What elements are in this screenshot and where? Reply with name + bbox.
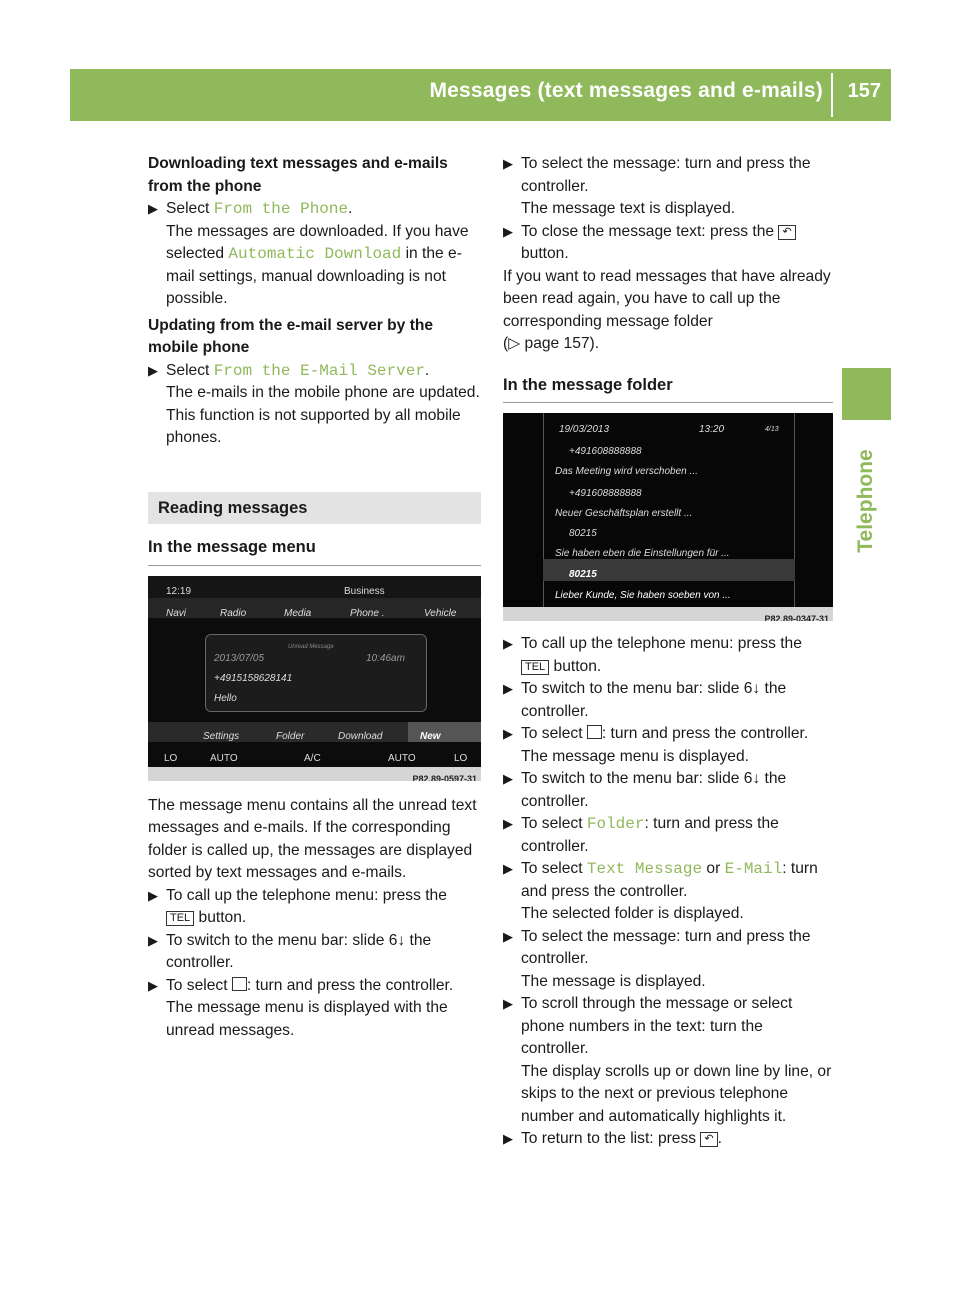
step-return-list: ▶ To return to the list: press ↶ . — [503, 1128, 833, 1151]
figure-code: P82.89-0347-31 — [764, 614, 829, 621]
page-reference: (▷ page 157). — [503, 335, 600, 352]
arrow-icon: ▶ — [503, 996, 513, 1011]
arrow-icon: ▶ — [503, 928, 513, 944]
page-header — [70, 69, 891, 121]
arrow-icon: ▶ — [503, 223, 513, 239]
step-select-type: ▶ To select Text Message or E-Mail: turn and press the controller. — [503, 860, 818, 900]
step-call-telephone-menu-2: ▶ To call up the telephone menu: press the TEL button. — [503, 635, 802, 675]
heading-downloading: Downloading text messages and e-mails from the phone — [148, 155, 448, 195]
arrow-icon: ▶ — [503, 636, 513, 651]
back-button-icon: ↶ — [778, 225, 795, 240]
result-message-displayed: The message is displayed. — [521, 972, 706, 990]
back-button-icon: ↶ — [700, 1132, 717, 1147]
figure-message-menu: 12:19 Business Navi Radio Media Phone . Vehicle Unread Message 2013/07/05 10:46am +4915158628141 Hello Settings Folder Download New LO AUTO A/C AUTO LO P82.89-0597-31 — [148, 576, 481, 781]
arrow-icon: ▶ — [148, 201, 158, 216]
arrow-icon: ▶ — [148, 362, 158, 378]
arrow-icon: ▶ — [503, 1131, 513, 1146]
result-folder-displayed: The selected folder is displayed. — [521, 905, 744, 922]
result-downloaded: The messages are downloaded. If you have selected Automatic Download in the e-mail settings, manual downloading is not possible. — [166, 222, 469, 307]
result-updated: The e-mails in the mobile phone are updated. — [166, 384, 480, 401]
result-message-text: The message text is displayed. — [521, 200, 736, 217]
arrow-icon: ▶ — [503, 681, 513, 696]
note-not-supported: This function is not supported by all mobile phones. — [166, 406, 461, 446]
subsection-message-folder: In the message folder — [503, 368, 833, 404]
arrow-icon: ▶ — [148, 887, 158, 903]
step-close-message: ▶ To close the message text: press the ↶ button. — [503, 221, 833, 266]
figure-message-folder: 19/03/2013 13:20 4/13 +491608888888 Das Meeting wird verschoben ... +491608888888 Neuer Geschäftsplan erstellt ... 80215 Sie haben eben die Einstellungen für ... 80215 Lieber Kunde, Sie haben soeben von ... P82.89-0347-31 — [503, 413, 833, 621]
step-select-envelope: ▶ To select : turn and press the controller. — [148, 975, 481, 998]
step-select-from-server: ▶ Select From the E-Mail Server. — [148, 360, 481, 383]
arrow-icon: ▶ — [503, 861, 513, 876]
result-scroll: The display scrolls up or down line by line, or skips to the next or previous telephone number and automatically highlights it. — [521, 1062, 832, 1125]
subsection-message-menu: In the message menu — [148, 530, 481, 566]
page-number: 157 — [847, 80, 881, 102]
tel-button-icon: TEL — [521, 660, 549, 675]
result-menu-unread: The message menu is displayed with the unread messages. — [166, 999, 448, 1039]
left-column — [148, 153, 481, 1042]
arrow-icon: ▶ — [503, 156, 513, 171]
envelope-icon — [232, 977, 247, 991]
step-select-message: ▶ To select the message: turn and press the controller. — [503, 155, 811, 195]
chapter-label: Telephone — [854, 449, 877, 553]
step-select-from-phone: ▶ Select From the Phone. — [148, 198, 481, 221]
arrow-icon: ▶ — [503, 771, 513, 786]
result-menu-displayed: The message menu is displayed. — [521, 747, 749, 765]
tel-button-icon: TEL — [166, 911, 194, 926]
step-select-message-2: ▶ To select the message: turn and press the controller. — [503, 927, 811, 967]
chapter-tab — [842, 368, 891, 420]
right-column — [503, 153, 833, 1151]
step-select-folder: ▶ To select Folder: turn and press the controller. — [503, 815, 779, 855]
envelope-icon — [587, 725, 602, 739]
para-read-again: If you want to read messages that have already been read again, you have to call up the corresponding message folder — [503, 267, 831, 330]
para-message-menu: The message menu contains all the unread text messages and e-mails. If the corresponding folder is called up, the messages are displayed sorted by text messages and e-mails. — [148, 796, 477, 881]
arrow-icon: ▶ — [503, 726, 513, 741]
header-separator — [831, 73, 833, 117]
step-select-envelope-2: ▶ To select : turn and press the controller. — [503, 723, 833, 746]
step-switch-menu-bar-2: ▶ To switch to the menu bar: slide 6↓ the controller. — [503, 680, 787, 720]
step-scroll-message: ▶ To scroll through the message or select phone numbers in the text: turn the controller. — [503, 995, 793, 1057]
arrow-icon: ▶ — [148, 932, 158, 948]
step-switch-menu-bar-3: ▶ To switch to the menu bar: slide 6↓ the controller. — [503, 770, 787, 810]
arrow-icon: ▶ — [503, 816, 513, 831]
figure-code: P82.89-0597-31 — [412, 773, 477, 781]
heading-updating: Updating from the e-mail server by the mobile phone — [148, 316, 434, 356]
step-switch-menu-bar: ▶ To switch to the menu bar: slide 6↓ the controller. — [148, 931, 432, 971]
step-call-telephone-menu: ▶ To call up the telephone menu: press the TEL button. — [148, 886, 447, 926]
section-reading-messages: Reading messages — [148, 492, 481, 525]
arrow-icon: ▶ — [148, 977, 158, 993]
page-title: Messages (text messages and e-mails) — [429, 79, 823, 102]
